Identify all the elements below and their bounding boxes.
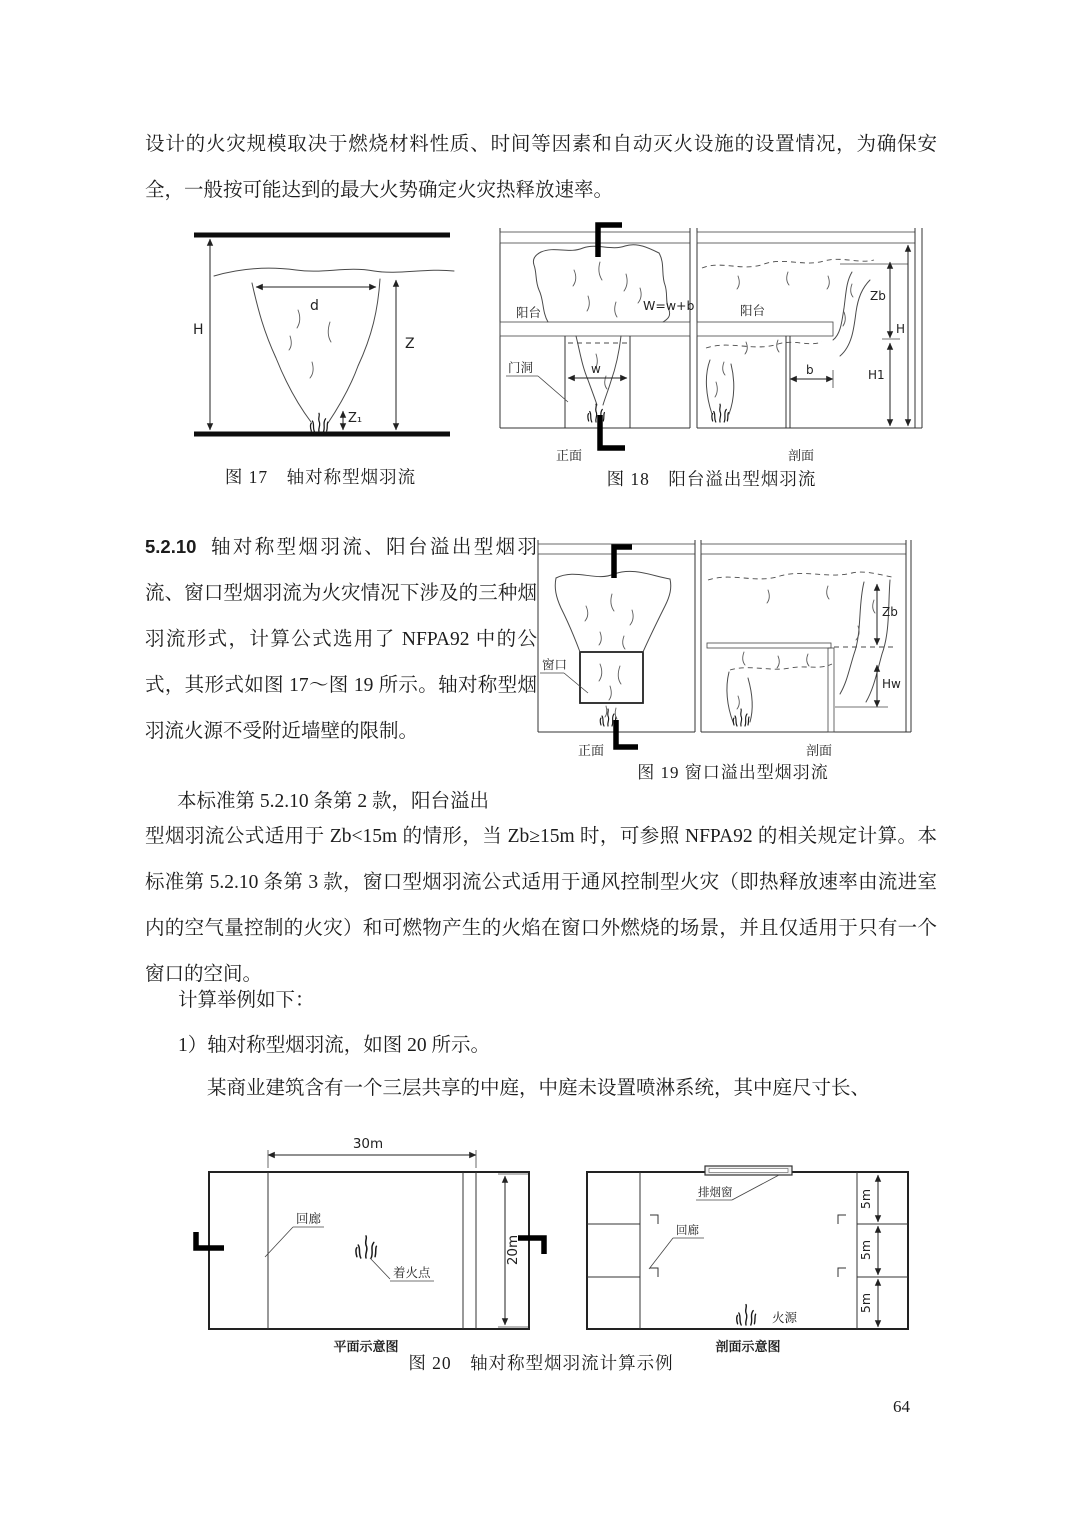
parapet-right-1 [838,1215,846,1224]
dimension-5m-floors [858,1175,878,1327]
front-view-title: 正面 [578,744,605,759]
flame-icon [712,404,729,422]
smoke-front [555,571,671,719]
dimension-H [193,239,210,430]
dimension-Z [396,280,415,430]
label-5m-bottom: 5m [858,1292,873,1314]
label-d: d [310,298,319,314]
label-door: 门洞 [508,360,534,375]
balcony-slab [500,322,690,336]
page-number: 64 [893,1397,910,1416]
ignition-point-label [370,1258,434,1281]
figure20-plan-view [172,1122,572,1360]
label-balcony-front: 阳台 [516,305,542,320]
section-view-title: 剖面 [788,449,815,464]
smoke-section [702,259,908,414]
label-vent: 排烟窗 [698,1185,733,1199]
dimension-Z1 [343,411,362,430]
label-H: H [896,322,906,336]
front-view-panel [540,547,671,759]
figure19-window-spill-plume [528,536,938,760]
dimension-H1 [868,343,890,426]
corridor-label [265,1211,324,1257]
example-item: 1）轴对称型烟羽流，如图 20 所示。 [178,1035,491,1056]
section-5-2-10 [145,524,537,755]
dimension-b [790,363,833,388]
smoke-section [708,572,896,722]
atrium-plan-outline [209,1172,529,1329]
label-5m-middle: 5m [858,1239,873,1261]
label-Zb: Zb [870,289,886,303]
parapet-left-1 [650,1215,658,1224]
dimension-Hw [877,665,901,707]
label-corridor: 回廊 [296,1211,322,1226]
flame-icon [310,413,327,432]
label-30m: 30m [352,1136,384,1152]
dimension-w [568,362,627,378]
door-label [506,360,568,402]
section-body: 轴对称型烟羽流、阳台溢出型烟羽流、窗口型烟羽流为火灾情况下涉及的三种烟羽流形式，计算公式选用了 NFPA92 中的公式，其形式如图 17～图 19 所示。轴对称型烟羽流火源不受附近墙壁的限制。 [145,537,537,742]
flame-icon [733,709,749,726]
floor-slab [707,643,831,648]
example-body: 某商业建筑含有一个三层共享的中庭，中庭未设置喷淋系统，其中庭尺寸长、 [207,1078,871,1099]
para2-rest: 型烟羽流公式适用于 Zb<15m 的情形，当 Zb≥15m 时，可参照 NFPA92 的相关规定计算。本标准第 5.2.10 条第 3 款，窗口型烟羽流公式适用于通风控制型火灾（即热释放速率由流进室内的空气量控制的火灾）和可燃物产生的火焰在窗口外燃烧的场景，并且仅适用于只有一个窗口的空间。 [145,826,937,985]
label-corridor: 回廊 [676,1223,699,1237]
label-window: 窗口 [542,657,568,672]
section-cut-mark-bottom [616,720,638,747]
figure17-caption: 图 17 轴对称型烟羽流 [224,467,417,487]
label-Z: Z [405,336,415,352]
label-balcony-section: 阳台 [740,303,766,318]
figure20-caption: 图 20 轴对称型烟羽流计算示例 [408,1353,674,1373]
ceiling-floor-lines [194,235,450,434]
section-view-title: 剖面示意图 [715,1340,781,1355]
dimension-30m [268,1136,476,1168]
parapet-right-2 [838,1268,846,1277]
label-b: b [806,363,814,377]
flame-icon [737,1305,756,1325]
parapet-left-2 [650,1268,658,1277]
section-cut-mark-top [598,225,622,257]
section-cut-mark-top [614,547,632,578]
label-w-total: W=w+b [643,298,695,313]
label-H: H [193,322,204,338]
dimension-Zb [877,584,898,645]
dimension-20m [498,1174,528,1327]
vent-label [696,1175,779,1200]
label-20m: 20m [505,1234,521,1266]
figure17-axisymmetric-plume [178,226,463,462]
figure19-caption: 图 19 窗口溢出型烟羽流 [637,763,829,782]
break-mark-right [518,1238,544,1254]
figure20-section-view [572,1122,934,1360]
label-ignition-point: 着火点 [393,1265,431,1280]
dimension-H [882,245,908,426]
section-view-panel [697,245,908,464]
plan-view-title: 平面示意图 [333,1340,399,1355]
dimension-d [256,287,376,314]
section-view-panel [707,572,901,759]
label-w: w [591,362,601,376]
corridor-label [649,1223,704,1269]
balcony-slab [697,322,833,336]
flame-icon [356,1236,376,1258]
label-Z1: Z₁ [348,411,363,426]
section-number: 5.2.10 [145,536,197,557]
label-Hw: Hw [882,677,901,691]
label-Zb: Zb [882,605,898,619]
smoke-front [533,245,669,405]
roof-vent [705,1166,792,1175]
intro-paragraph: 设计的火灾规模取决于燃烧材料性质、时间等因素和自动灭火设施的设置情况，为确保安全，一般按可能达到的最大火势确定火灾热释放速率。 [145,134,937,201]
front-view-title: 正面 [556,449,583,464]
wall [828,648,834,732]
label-5m-top: 5m [858,1188,873,1210]
para2-first-line: 本标准第 5.2.10 条第 2 款，阳台溢出 [177,791,490,812]
dimension-Zb [870,262,890,338]
label-fire-source: 火源 [772,1310,798,1325]
smoke-layer [214,268,454,276]
example-heading: 计算举例如下： [178,990,315,1011]
figure18-balcony-spill-plume [488,222,935,466]
figure18-caption: 图 18 阳台溢出型烟羽流 [606,469,817,489]
label-H1: H1 [868,368,885,382]
section-view-title: 剖面 [806,744,833,759]
